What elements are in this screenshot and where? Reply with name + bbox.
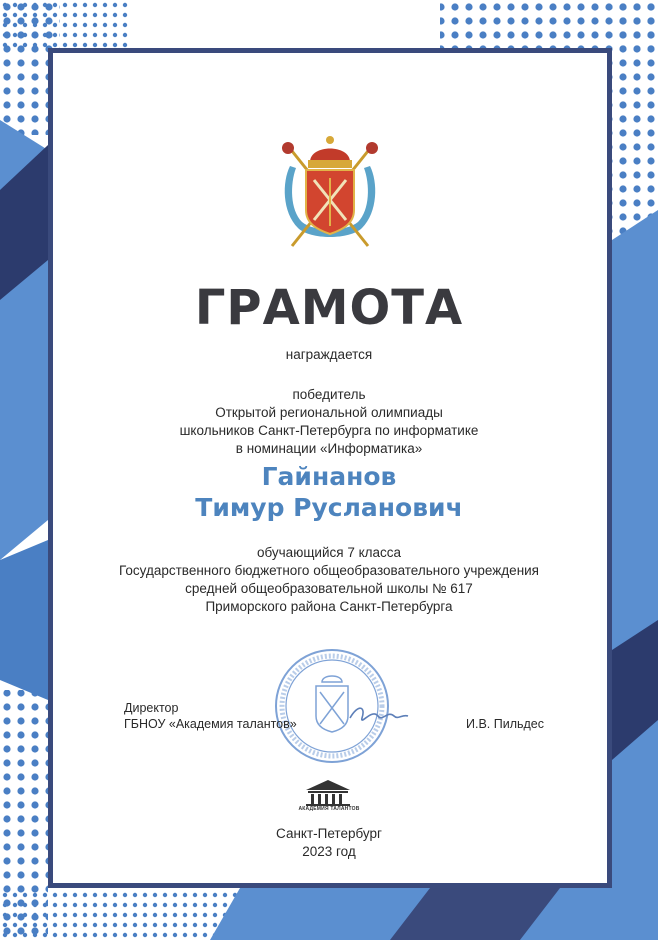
recipient-given-names: Тимур Русланович: [195, 493, 463, 522]
signatory-name: И.В. Пильдес: [466, 717, 545, 731]
olympiad-line-1: Открытой региональной олимпиады: [215, 405, 443, 420]
olympiad-line-2: школьников Санкт-Петербурга по информатике: [179, 423, 479, 438]
nomination-text: в номинации «Информатика»: [235, 441, 423, 456]
logo-caption: АКАДЕМИЯ ТАЛАНТОВ: [298, 806, 360, 812]
winner-text: победитель: [292, 387, 366, 402]
school-line-1: Государственного бюджетного общеобразовательного учреждения: [119, 563, 539, 578]
school-line-2: средней общеобразовательной школы № 617: [185, 581, 473, 596]
student-grade-text: обучающийся 7 класса: [256, 545, 402, 560]
signatory-title: Директор: [124, 701, 179, 715]
school-line-3: Приморского района Санкт-Петербурга: [205, 599, 453, 614]
city-text: Санкт-Петербург: [276, 826, 382, 841]
year-text: 2023 год: [302, 844, 356, 859]
certificate-title: ГРАМОТА: [194, 280, 464, 336]
awarded-text: награждается: [285, 347, 373, 362]
signatory-organization: ГБНОУ «Академия талантов»: [124, 717, 297, 731]
signatory-block: [124, 700, 297, 732]
recipient-surname: Гайнанов: [261, 462, 397, 491]
saint-petersburg-coat-of-arms-icon: [276, 132, 384, 252]
